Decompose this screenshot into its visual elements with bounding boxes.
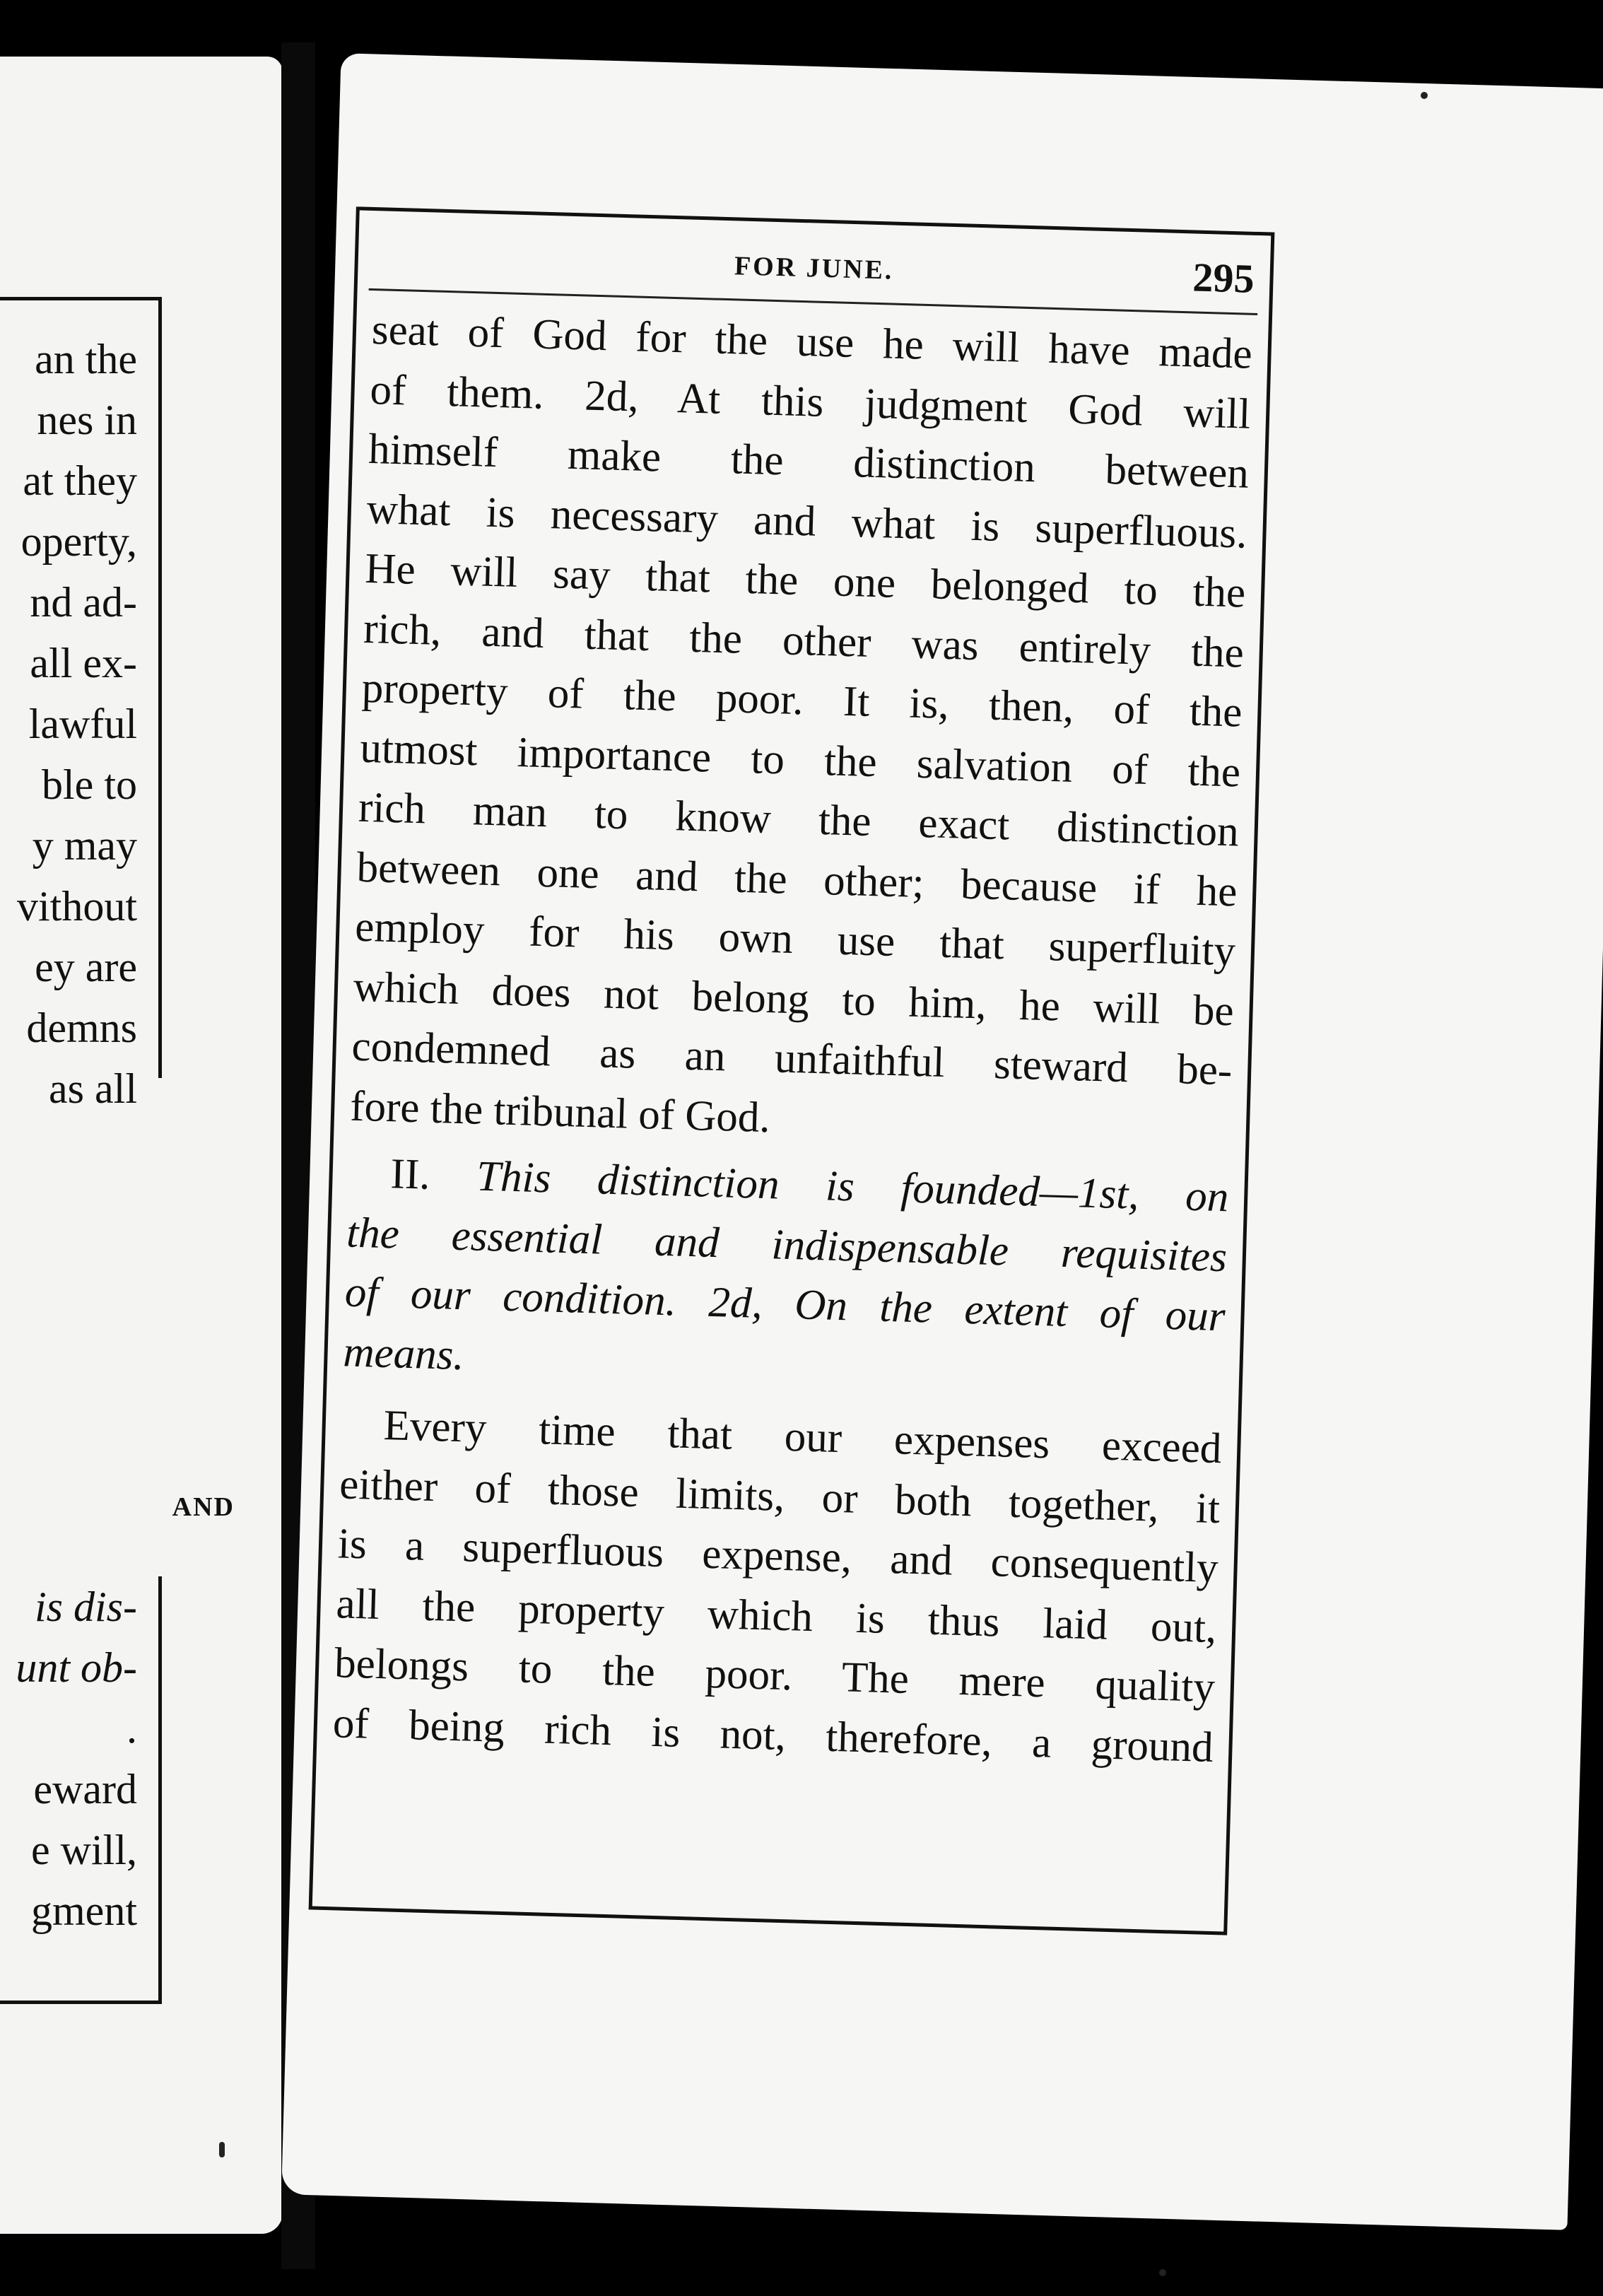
left-fragment-line: e will, [31, 1827, 137, 1873]
text-line: employ for his own use that superfluity [354, 903, 1236, 976]
left-fragment-line: nes in [37, 397, 137, 443]
section-numeral: II. [389, 1150, 431, 1199]
paragraph [349, 300, 1253, 1161]
text-line: the essential and indispensable requisites [346, 1209, 1228, 1281]
text-line: rich man to know the exact distinction [358, 783, 1240, 856]
left-page [0, 57, 283, 2234]
section-thesis [342, 1144, 1229, 1407]
text-line: Every time that our expenses exceed [382, 1402, 1223, 1473]
text-line: He will say that the one belonged to the [364, 544, 1247, 617]
left-fragment-line: ble to [42, 761, 137, 808]
text-line: of our condition. 2d, On the extent of our [344, 1268, 1226, 1341]
left-page-text-column-top [0, 297, 162, 1112]
text-line: either of those limits, or both together, it [339, 1460, 1221, 1533]
left-section-heading-fragment: AND [172, 1492, 235, 1522]
left-fragment-line: gment [31, 1887, 137, 1934]
left-fragment-line: eward [33, 1766, 137, 1812]
text-line: This distinction is founded—1st, on [476, 1152, 1230, 1222]
left-fragment-line: demns [26, 1004, 137, 1051]
text-line: himself make the distinction between [368, 425, 1250, 498]
text-line: all the property which is thus laid out, [335, 1579, 1218, 1652]
left-fragment-line: vithout [16, 883, 137, 930]
left-page-text-column-bottom [0, 1576, 162, 2004]
scan-speck [1421, 92, 1428, 99]
text-line: of them. 2d, At this judgment God will [369, 365, 1252, 438]
text-line: between one and the other; because if he [356, 843, 1238, 915]
left-fragment-line: operty, [20, 518, 137, 565]
text-line: utmost importance to the salvation of the [359, 724, 1241, 797]
left-fragment-line: nd ad- [30, 579, 137, 626]
text-line: what is necessary and what is superfluous. [366, 485, 1248, 558]
left-fragment-line: y may [32, 822, 137, 869]
left-fragment-line: as all [49, 1065, 137, 1112]
text-line: seat of God for the use he will have made [371, 306, 1253, 378]
scan-speck [219, 2142, 225, 2157]
scan-speck [1159, 2269, 1166, 2276]
page-body [317, 290, 1269, 1778]
text-frame [309, 206, 1275, 1935]
left-fragment-line: all ex- [30, 640, 137, 686]
text-line: of being rich is not, therefore, a ground [332, 1699, 1214, 1771]
text-line: is a superfluous expense, and consequently [337, 1520, 1219, 1593]
left-fragment-line: . [127, 1705, 137, 1752]
paragraph [332, 1395, 1223, 1778]
text-line: condemned as an unfaithful steward be- [351, 1022, 1233, 1095]
text-line: fore the tribunal of God. [349, 1082, 771, 1142]
left-fragment-line: ey are [35, 944, 137, 990]
running-head: FOR JUNE. [734, 251, 894, 286]
left-fragment-line: unt ob- [16, 1644, 137, 1691]
left-fragment-line: an the [35, 336, 137, 382]
text-line: which does not belong to him, he will be [353, 963, 1235, 1035]
left-fragment-line: is dis- [34, 1583, 137, 1630]
text-line: rich, and that the other was entirely the [363, 604, 1245, 677]
left-fragment-line: lawful [28, 701, 137, 747]
page-number: 295 [1192, 254, 1255, 302]
text-line: property of the poor. It is, then, of the [360, 664, 1243, 737]
text-line: means. [342, 1328, 465, 1379]
text-line: belongs to the poor. The mere quality [334, 1639, 1216, 1712]
left-fragment-line: at they [23, 457, 137, 504]
